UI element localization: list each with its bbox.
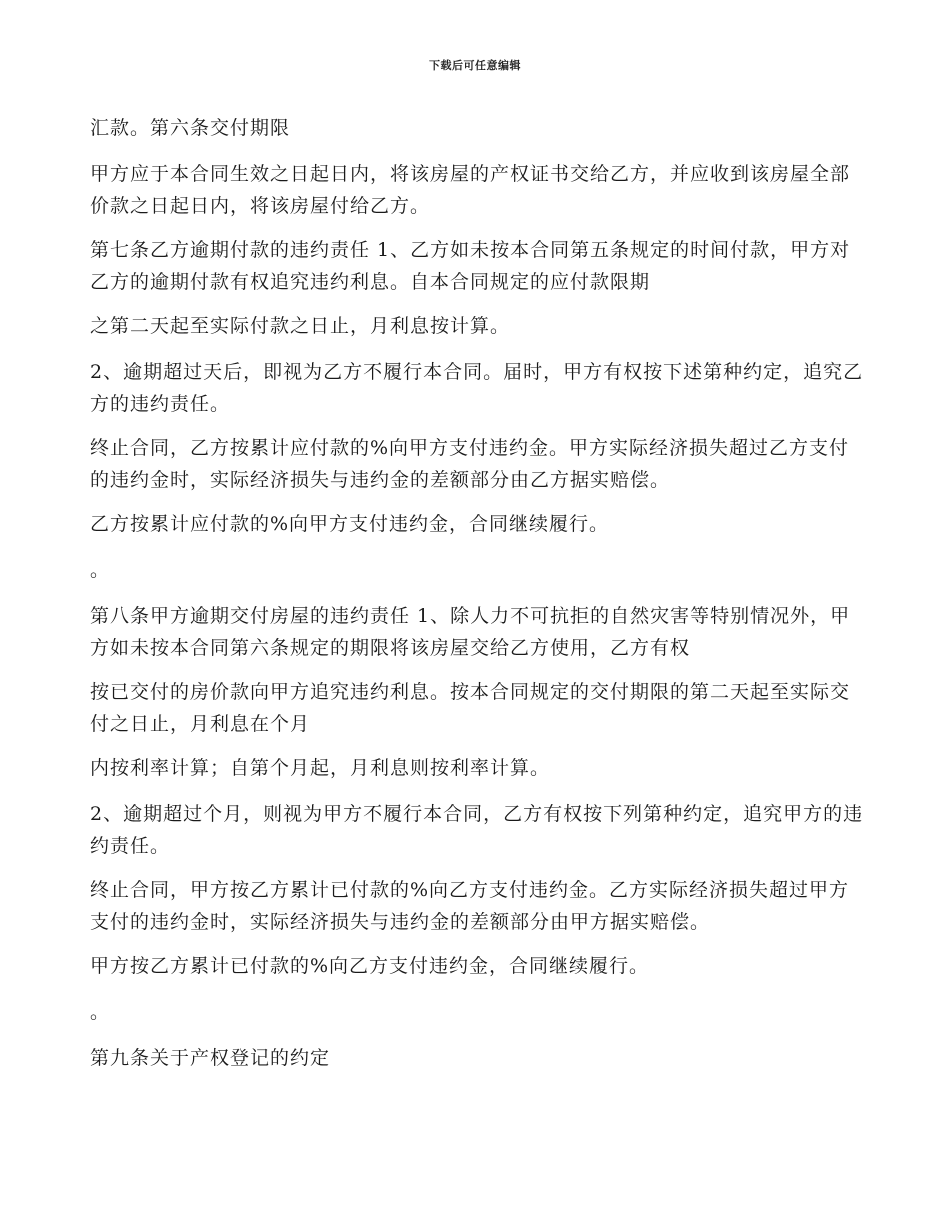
paragraph-interest-calculation: 之第二天起至实际付款之日止，月利息按计算。 [90, 315, 511, 337]
paragraph-delivery-interest: 按已交付的房价款向甲方追究违约利息。按本合同规定的交付期限的第二天起至实际交付之日止，月利息在个月 [90, 681, 851, 735]
paragraph-delivery-deadline: 甲方应于本合同生效之日起日内，将该房屋的产权证书交给乙方，并应收到该房屋全部价款之日起日内，将该房屋付给乙方。 [90, 163, 851, 217]
paragraph-continue-contract-seller: 甲方按乙方累计已付款的%向乙方支付违约金，合同继续履行。 [90, 955, 650, 977]
paragraph-terminate-contract-buyer: 终止合同，乙方按累计应付款的%向甲方支付违约金。甲方实际经济损失超过乙方支付的违约金时，实际经济损失与违约金的差额部分由乙方据实赔偿。 [90, 437, 850, 491]
paragraph-continue-contract-buyer: 乙方按累计应付款的%向甲方支付违约金，合同继续履行。 [90, 513, 610, 535]
paragraph-overdue-months: 2、逾期超过个月，则视为甲方不履行本合同，乙方有权按下列第种约定，追究甲方的违约责任。 [90, 803, 864, 857]
document-body [90, 112, 865, 1088]
paragraph-terminate-contract-seller: 终止合同，甲方按乙方累计已付款的%向乙方支付违约金。乙方实际经济损失超过甲方支付的违约金时，实际经济损失与违约金的差额部分由甲方据实赔偿。 [90, 879, 850, 933]
paragraph-period-1: 。 [90, 559, 111, 581]
page-header: 下载后可任意编辑 [429, 59, 521, 72]
paragraph-section7-late-payment: 第七条乙方逾期付款的违约责任 1、乙方如未按本合同第五条规定的时间付款，甲方对乙方的逾期付款有权追究违约利息。自本合同规定的应付款限期 [90, 239, 851, 293]
paragraph-overdue-days: 2、逾期超过天后，即视为乙方不履行本合同。届时，甲方有权按下述第种约定，追究乙方的违约责任。 [90, 361, 864, 415]
paragraph-period-2: 。 [90, 1001, 111, 1023]
paragraph-interest-rate: 内按利率计算；自第个月起，月利息则按利率计算。 [90, 757, 551, 779]
paragraph-payment-section6: 汇款。第六条交付期限 [90, 117, 291, 139]
paragraph-section9-title: 第九条关于产权登记的约定 [90, 1047, 331, 1069]
paragraph-section8-late-delivery: 第八条甲方逾期交付房屋的违约责任 1、除人力不可抗拒的自然灾害等特别情况外，甲方如未按本合同第六条规定的期限将该房屋交给乙方使用，乙方有权 [90, 605, 851, 659]
